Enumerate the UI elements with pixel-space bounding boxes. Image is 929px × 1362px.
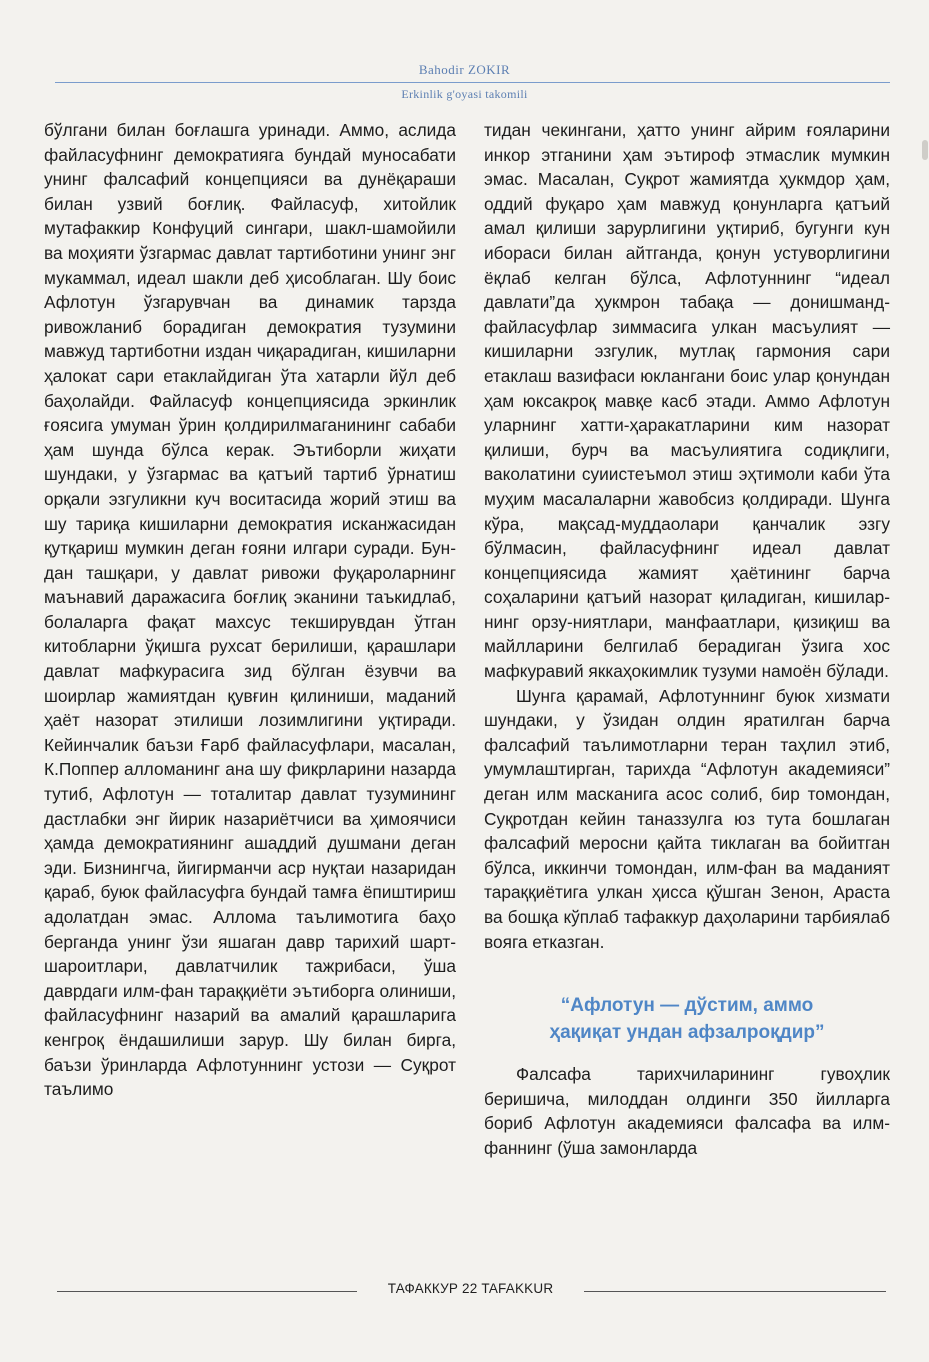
body-paragraph: тидан чекингани, ҳатто унинг айрим ғояларини инкор этганини ҳам эътироф этмаслик мумкин эмас. Масалан, Суқрот жамиятда ҳукмдор ҳам, оддий фуқаро ҳам мавжуд қонунларга қатъий амал қилиши зарурлигини уқтириб, бугунги кун ибораси билан айтганда, қонун устуворлигини ёқлаб келган бўлса, Афлотуннинг “идеал давлати”да ҳукмрон табақа — донишманд-файласуфлар зиммасига улкан масъулият — кишиларни эзгулик, мутлақ гармония сари етаклаш вазифаси юклангани боис улар қонундан ҳам юксакроқ мавқе касб этади. Аммо Афлотун уларнинг хатти-ҳаракатларини ким назорат қилиши, бурч ва масъулиятига содиқлиги, ваколатини суиистеъмол этиш эҳтимоли каби ўта муҳим масалаларни жавобсиз қолдиради. Шунга кўра, мақсад-муддаолари қанчалик эзгу бўлмасин, файласуфнинг идеал давлат концепциясида жамият ҳаётининг барча соҳаларини қатъий назорат қиладиган, кишиларнинг орзу-ниятлари, манфаатлари, қизиқиш ва майлларини белгилаб берадиган ўзига хос мафкуравий яккаҳокимлик тузуми намоён бўлади.	[484, 120, 890, 682]
section-heading-line: ҳақиқат ундан афзалроқдир”	[549, 1022, 825, 1044]
footer-page-label: ТАФАККУР 22 TAFAKKUR	[387, 1281, 554, 1296]
header-rule	[55, 82, 890, 83]
binding-mark	[922, 140, 928, 160]
body-paragraph: Фалсафа тарихчиларининг гувоҳлик беришича, милоддан олдинги 350 йилларга бориб Афлотун академияси фалсафа ва илм-фаннинг (ўша замонларда	[484, 1064, 890, 1158]
body-paragraph: бўлгани билан боғлашга уринади. Аммо, аслида файласуфнинг демократияга бундай муносабати унинг фалсафий концепцияси ва дунёқараши билан узвий боғлиқ. Файласуф, хитойлик мутафаккир Конфуций сингари, шакл-шамойили ва моҳияти ўзгармас давлат тартиботини унинг энг мукаммал, идеал шакли деб ҳисоблаган. Шу боис Афлотун ўзгарувчан ва динамик тарзда ривожланиб борадиган демократия тузумини мавжуд тартиботни издан чиқарадиган, кишиларни ҳалокат сари етаклайдиган ўта хатарли йўл деб баҳолайди. Файласуф концепциясида эркинлик ғоясига умуман ўрин қолдирилмаганининг сабаби ҳам шунда бўлса керак. Эътиборли жиҳати шундаки, у ўзгармас ва қатъий тартиб ўрнатиш орқали эзгуликни куч воситасида жорий этиш ва шу тариқа кишиларни демократия исканжасидан қутқариш мумкин деган ғояни илгари суради. Бундан ташқари, у давлат ривожи фуқароларнинг маънавий даражасига боғлиқ эканини таъкидлаб, болаларга фақат махсус текширувдан ўтган китобларни ўқишга рухсат берилиши, қарашлари давлат мафкурасига зид бўлган ёзувчи ва шоирлар жамиятдан қувғин қилиниши, маданий ҳаёт назорат этилиши лозимлигини уқтиради. Кейинчалик баъзи Ғарб файласуфлари, масалан, К.Поппер алломанинг ана шу фикрларини назарда тутиб, Афлотун — тоталитар давлат тузумининг дастлабки энг йирик назариётчиси ва ҳимоячиси ҳамда демократиянинг ашаддий душмани деган эди. Бизнингча, йигирманчи аср нуқтаи назаридан қараб, буюк файласуфга бундай тамға ёпиштириш адолатдан эмас. Аллома таълимотига баҳо берганда унинг ўзи яшаган давр тарихий шарт-шароитлари, давлатчилик тажрибаси, ўша даврдаги илм-фан тараққиёти эътиборга олиниши, файласуфнинг назарий ва амалий қарашларига кенгроқ ёндашилиши зарур. Шу билан бирга, баъзи ўринларда Афлотуннинг устози — Суқрот таълимо	[44, 120, 456, 1100]
author-name: Bahodir ZOKIR	[418, 62, 511, 77]
section-heading	[484, 992, 890, 1046]
page-footer	[0, 1278, 929, 1308]
footer-rule-left	[57, 1291, 357, 1292]
page-header	[0, 0, 929, 110]
section-heading-line: “Афлотун — дўстим, аммо	[560, 995, 814, 1017]
right-column	[484, 118, 890, 1161]
left-column	[44, 118, 456, 1102]
footer-rule-right	[584, 1291, 886, 1292]
body-paragraph: Шунга қарамай, Афлотуннинг буюк хизмати шундаки, у ўзидан олдин яратилган барча фалсафий таълимотларни теран таҳлил этиб, умумлаштирган, тарихда “Афлотун академияси” деган илм масканига асос солиб, бир томондан, Суқротдан кейин таназзулга юз тута бошлаган фалсафий меросни қайта тиклаган ва бойитган бўлса, иккинчи томондан, илм-фан ва маданият тараққиётига улкан ҳисса қўшган Зенон, Араста ва бошқа кўплаб тафаккур даҳоларини тарбиялаб вояга етказган.	[484, 685, 890, 952]
article-subtitle: Erkinlik g'oyasi takomili	[401, 87, 528, 101]
